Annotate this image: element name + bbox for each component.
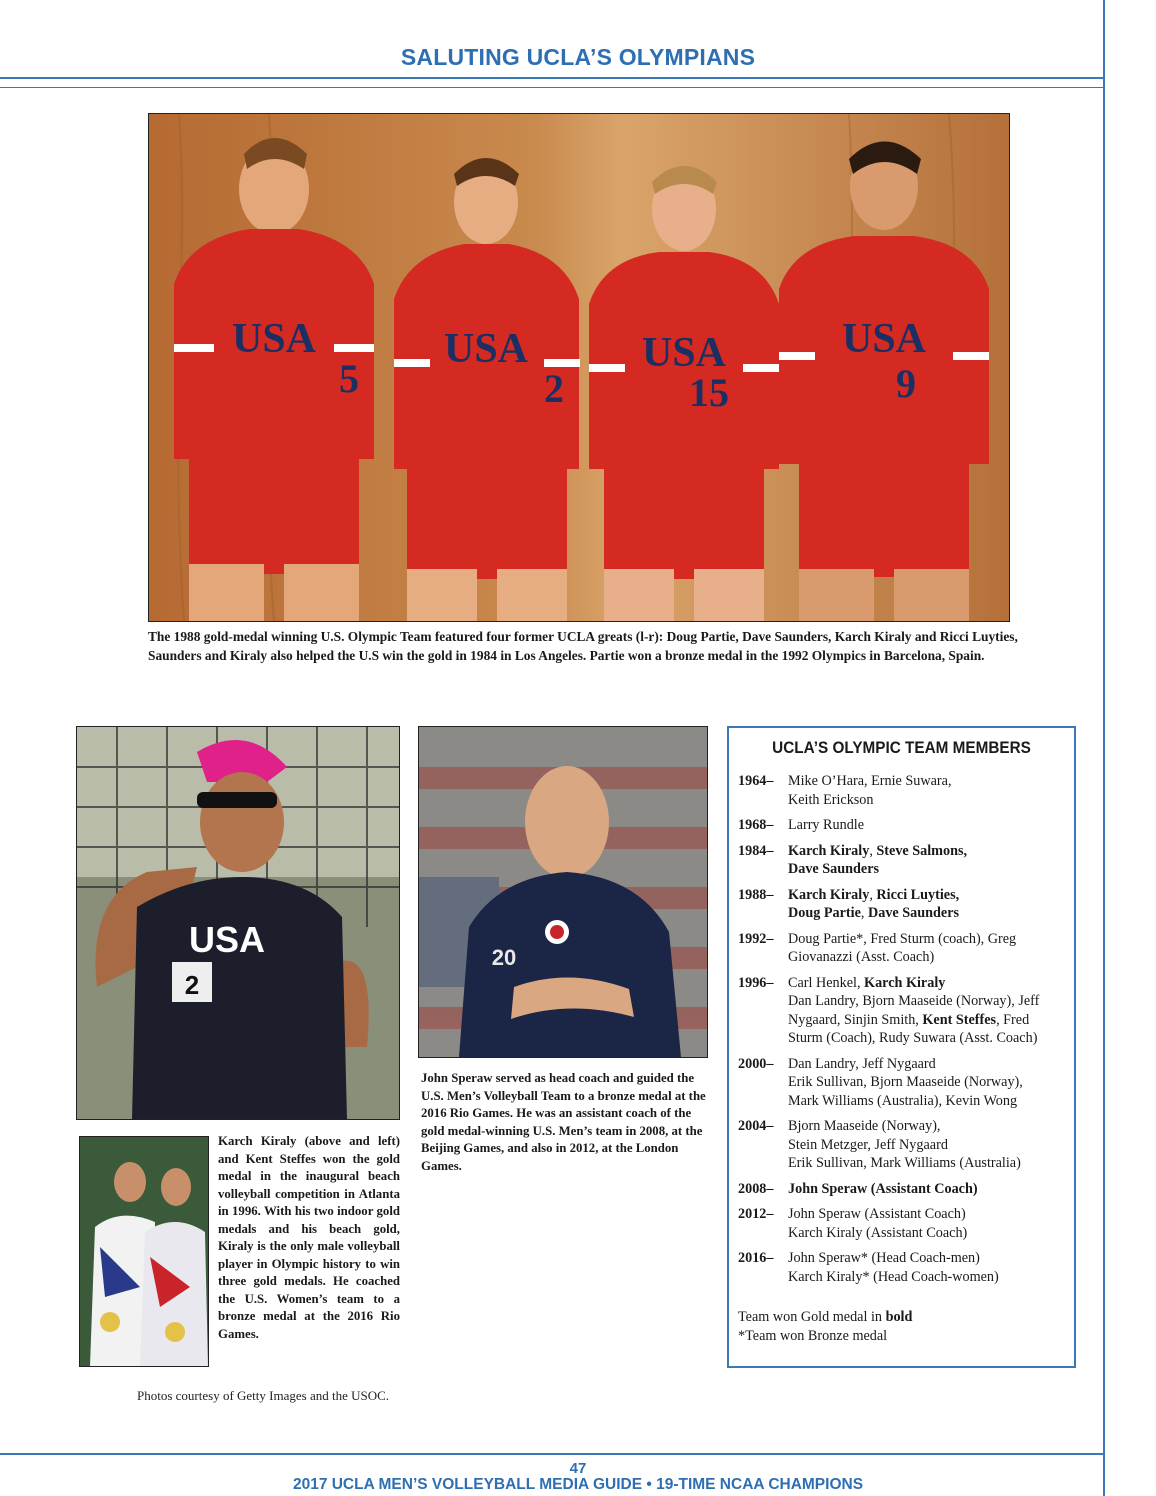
olympic-name-text: Giovanazzi (Asst. Coach) (788, 949, 935, 965)
olympic-name-line (788, 1180, 1068, 1199)
olympic-name-line (788, 1055, 1068, 1074)
gold-note-prefix: Team won Gold medal in (738, 1309, 886, 1325)
olympic-name-line (788, 974, 1068, 993)
olympic-year: 2016– (738, 1250, 774, 1266)
olympic-name-text: Dan Landry, Bjorn Maaseide (Norway), Jeff (788, 993, 1040, 1009)
jersey-label-3: USA (641, 330, 727, 376)
olympic-name-text: Karch Kiraly* (Head Coach-women) (788, 1268, 999, 1285)
header-rule-bottom (0, 87, 1103, 88)
page-title: SALUTING UCLA’S OLYMPIANS (400, 44, 756, 70)
footer-rule (0, 1453, 1103, 1455)
olympic-name-gold: Kent Steffes (922, 1011, 997, 1028)
olympic-box-notes (738, 1308, 912, 1345)
olympic-name-gold: John Speraw (Assistant Coach) (788, 1180, 978, 1197)
olympic-name-line (788, 948, 1068, 967)
olympic-year: 1984– (738, 842, 774, 859)
olympic-name-text: Sturm (Coach), Rudy Suwara (Asst. Coach) (788, 1030, 1038, 1046)
olympic-year-names (788, 1205, 1068, 1242)
olympic-name-gold: Karch Kiraly (788, 842, 870, 859)
olympic-year-names (788, 930, 1068, 967)
olympic-name-text: Carl Henkel, (788, 974, 865, 991)
olympic-name-text: Dan Landry, Jeff Nygaard (788, 1055, 936, 1072)
olympic-name-line (788, 1249, 1068, 1268)
bronze-note: *Team won Bronze medal (738, 1327, 888, 1344)
olympic-name-line (788, 1224, 1068, 1243)
olympic-name-text: Bjorn Maaseide (Norway), (788, 1118, 941, 1134)
olympic-year-names (788, 1117, 1068, 1173)
team-photo-caption: The 1988 gold-medal winning U.S. Olympic Team featured four former UCLA greats (l-r): Doug Partie, Dave Saunders, Karch Kiraly and Ricci Luyties, Saunders and Kiraly also helped the U.S win the gold in 1984 in Los Angeles. Partie won a bronze medal in the 1992 Olympics in Barcelona, Spain. (148, 629, 1018, 663)
medal-podium-photo (79, 1136, 209, 1367)
beach-bib-number: 2 (184, 970, 200, 1000)
olympic-name-line (788, 1029, 1068, 1048)
olympic-year: 1996– (738, 974, 774, 991)
photo-credits: Photos courtesy of Getty Images and the USOC. (137, 1388, 390, 1403)
olympic-name-text: John Speraw (Assistant Coach) (788, 1206, 966, 1222)
olympic-year-row (738, 842, 1068, 879)
olympic-name-line (788, 1011, 1068, 1030)
olympic-name-text: Mike O’Hara, Ernie Suwara, (788, 773, 952, 789)
olympic-name-line (788, 904, 1068, 923)
coach-portrait-photo (418, 726, 708, 1058)
olympic-name-text: Nygaard, Sinjin Smith, (788, 1011, 923, 1028)
karch-kiraly-caption: Karch Kiraly (above and left) and Kent Steffes won the gold medal in the inaugural beach volleyball competition in Atlanta in 1996. With his two indoor gold medals and his beach gold, Kiraly is the only male volleyball player in Olympic history to win three gold medals. He coached the U.S. Women’s team to a bronze medal at the 2016 Rio Games. (218, 1134, 400, 1341)
olympic-name-line (788, 816, 1068, 835)
olympic-year: 1964– (738, 773, 774, 789)
olympic-name-gold: Ricci Luyties, (876, 886, 960, 903)
olympic-year-names (788, 974, 1068, 1048)
jersey-label-2: USA (443, 326, 529, 372)
beach-jersey-label: USA (188, 919, 266, 960)
olympic-year-names (788, 816, 1068, 835)
olympic-year-row (738, 1117, 1068, 1173)
olympic-year-row (738, 1055, 1068, 1111)
right-margin-rule (1103, 0, 1105, 1496)
olympic-name-line (788, 1092, 1068, 1111)
coach-photo-caption: John Speraw served as head coach and guided the U.S. Men’s Volleyball Team to a bronze medal at the 2016 Rio Games. He was an assistant coach of the gold medal-winning U.S. Men’s team in 2008, at the Beijing Games, and also in 2012, at the London Games. (421, 1071, 706, 1173)
olympic-name-gold: Dave Saunders (868, 905, 960, 921)
olympic-name-text: , Fred (996, 1011, 1030, 1028)
olympic-name-line (788, 1136, 1068, 1155)
jersey-number-1: 5 (339, 356, 359, 401)
olympic-name-line (788, 1073, 1068, 1092)
jersey-label-1: USA (231, 316, 317, 362)
olympic-name-line (788, 860, 1068, 879)
olympic-year-row (738, 886, 1068, 923)
olympic-name-text: Erik Sullivan, Mark Williams (Australia) (788, 1155, 1021, 1171)
olympic-year-row (738, 930, 1068, 967)
olympic-year-names (788, 886, 1068, 923)
olympic-name-text: Stein Metzger, Jeff Nygaard (788, 1136, 948, 1153)
olympic-year: 2000– (738, 1055, 774, 1072)
olympic-year-names (788, 842, 1068, 879)
olympic-name-line (788, 930, 1068, 949)
jersey-number-2: 2 (544, 366, 564, 411)
olympic-name-text: , (869, 886, 877, 903)
page-number: 47 (569, 1460, 587, 1477)
olympic-year-row (738, 1180, 1068, 1199)
team-photo (148, 113, 1010, 622)
jersey-label-4: USA (841, 316, 927, 362)
olympic-name-text: Karch Kiraly (Assistant Coach) (788, 1224, 968, 1241)
olympic-year: 2004– (738, 1118, 774, 1134)
olympic-year-row (738, 974, 1068, 1048)
olympic-name-line (788, 1205, 1068, 1224)
olympic-name-line (788, 992, 1068, 1011)
olympic-year-row (738, 1205, 1068, 1242)
olympic-name-gold: Karch Kiraly (864, 974, 946, 991)
olympic-name-line (788, 1154, 1068, 1173)
jersey-number-4: 9 (896, 361, 916, 406)
olympic-name-text: Keith Erickson (788, 791, 874, 808)
olympic-name-line (788, 886, 1068, 905)
olympic-team-members-box (727, 726, 1076, 1368)
olympic-name-gold: Steve Salmons, (876, 842, 968, 859)
olympic-name-line (788, 791, 1068, 810)
olympic-name-gold: Dave Saunders (788, 861, 880, 877)
olympic-name-line (788, 1268, 1068, 1287)
olympic-year: 1968– (738, 817, 774, 833)
olympic-year-names (788, 772, 1068, 809)
gold-note-bold: bold (885, 1309, 913, 1325)
jersey-number-3: 15 (689, 370, 729, 415)
header-rule-top (0, 77, 1103, 79)
olympic-name-text: Erik Sullivan, Bjorn Maaseide (Norway), (788, 1074, 1023, 1090)
olympic-name-text: John Speraw* (Head Coach-men) (788, 1250, 980, 1266)
olympic-year: 1988– (738, 886, 774, 903)
olympic-name-gold: Doug Partie (788, 905, 861, 921)
olympic-year-row (738, 772, 1068, 809)
olympic-year: 1992– (738, 930, 774, 947)
olympic-box-title: UCLA’S OLYMPIC TEAM MEMBERS (772, 738, 1031, 757)
olympic-years-list (738, 772, 1068, 1293)
olympic-year-row (738, 816, 1068, 835)
olympic-name-text: Mark Williams (Australia), Kevin Wong (788, 1092, 1018, 1109)
olympic-name-gold: Karch Kiraly (788, 886, 870, 903)
olympic-name-text: Larry Rundle (788, 817, 865, 833)
beach-volleyball-photo (76, 726, 400, 1120)
olympic-name-line (788, 1117, 1068, 1136)
olympic-name-text: Doug Partie*, Fred Sturm (coach), Greg (788, 930, 1017, 947)
olympic-year-row (738, 1249, 1068, 1286)
olympic-year-names (788, 1249, 1068, 1286)
olympic-name-text: , (860, 905, 868, 921)
gold-note (738, 1308, 912, 1327)
olympic-year-names (788, 1055, 1068, 1111)
olympic-year-names (788, 1180, 1068, 1199)
olympic-year: 2008– (738, 1180, 774, 1197)
footer-title: 2017 UCLA MEN’S VOLLEYBALL MEDIA GUIDE • 19-TIME NCAA CHAMPIONS (292, 1476, 864, 1493)
olympic-year: 2012– (738, 1206, 774, 1222)
olympic-name-text: , (869, 842, 877, 859)
olympic-name-line (788, 842, 1068, 861)
coach-sleeve-number: 20 (491, 945, 517, 970)
olympic-name-line (788, 772, 1068, 791)
